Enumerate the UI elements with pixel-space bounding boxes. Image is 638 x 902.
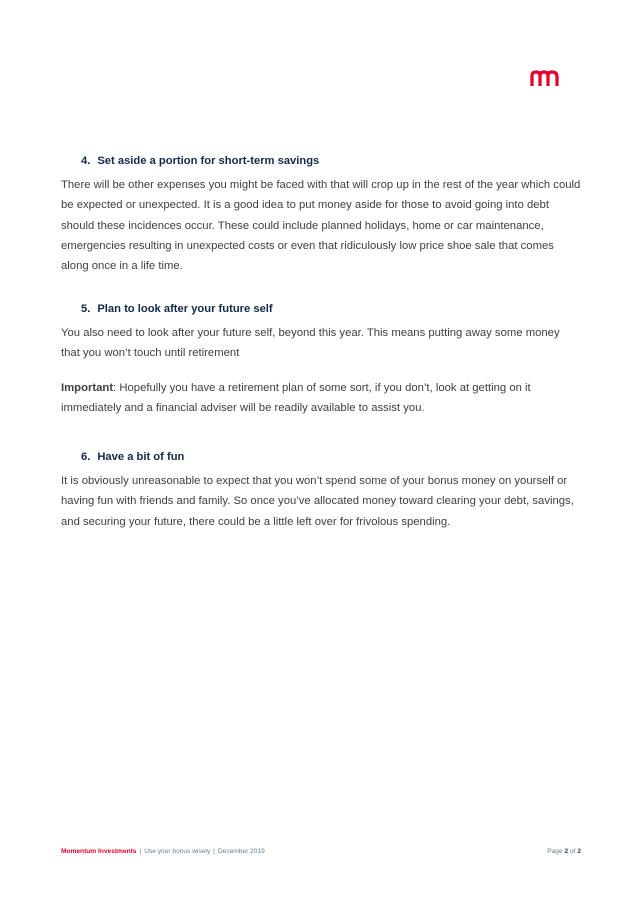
section-number: 5.: [81, 303, 91, 315]
footer-title: Use your bonus wisely: [144, 848, 211, 855]
section-paragraph: It is obviously unreasonable to expect that you won’t spend some of your bonus money on yourself or having fun with friends and family. So once you’ve allocated money toward clearing your debt, savings, and securing your future, there could be a little left over for frivolous spending.: [61, 475, 574, 528]
section-future-self: [61, 301, 581, 364]
page-prefix: Page: [547, 848, 563, 855]
section-title: Set aside a portion for short-term savings: [97, 155, 320, 167]
page-current: 2: [564, 848, 569, 855]
important-text: : Hopefully you have a retirement plan of some sort, if you don’t, look at getting on it immediately and a financial adviser will be readily available to assist you.: [61, 382, 531, 415]
footer-separator: |: [213, 848, 215, 855]
footer-separator: |: [139, 848, 142, 855]
section-number: 4.: [81, 155, 91, 167]
section-paragraph: You also need to look after your future self, beyond this year. This means putting away some money that you won’t touch until retirement: [61, 327, 560, 360]
page-total: 2: [577, 848, 581, 855]
important-note: [61, 378, 581, 419]
section-paragraph: There will be other expenses you might be faced with that will crop up in the rest of the year which could be expected or unexpected. It is a good idea to put money aside for those to avoid going into debt should these incidences occur. These could include planned holidays, home or car maintenance, emergencies resulting in unexpected costs or even that ridiculously low price shoe sale that comes along once in a life time.: [61, 179, 581, 273]
important-label: Important: [61, 382, 114, 394]
section-heading: [81, 301, 581, 317]
page-of: of: [569, 848, 576, 855]
section-heading: [81, 449, 581, 465]
section-have-fun: [61, 449, 581, 532]
section-number: 6.: [81, 451, 91, 463]
section-short-term-savings: [61, 153, 581, 276]
section-title: Have a bit of fun: [97, 451, 185, 463]
section-heading: [81, 153, 581, 169]
footer-date: December 2019: [217, 848, 265, 855]
momentum-logo-icon: [530, 70, 560, 86]
section-title: Plan to look after your future self: [97, 303, 273, 315]
footer-brand: Momentum Investments: [61, 848, 137, 855]
footer-left: [61, 847, 265, 857]
page-number: [547, 847, 581, 857]
